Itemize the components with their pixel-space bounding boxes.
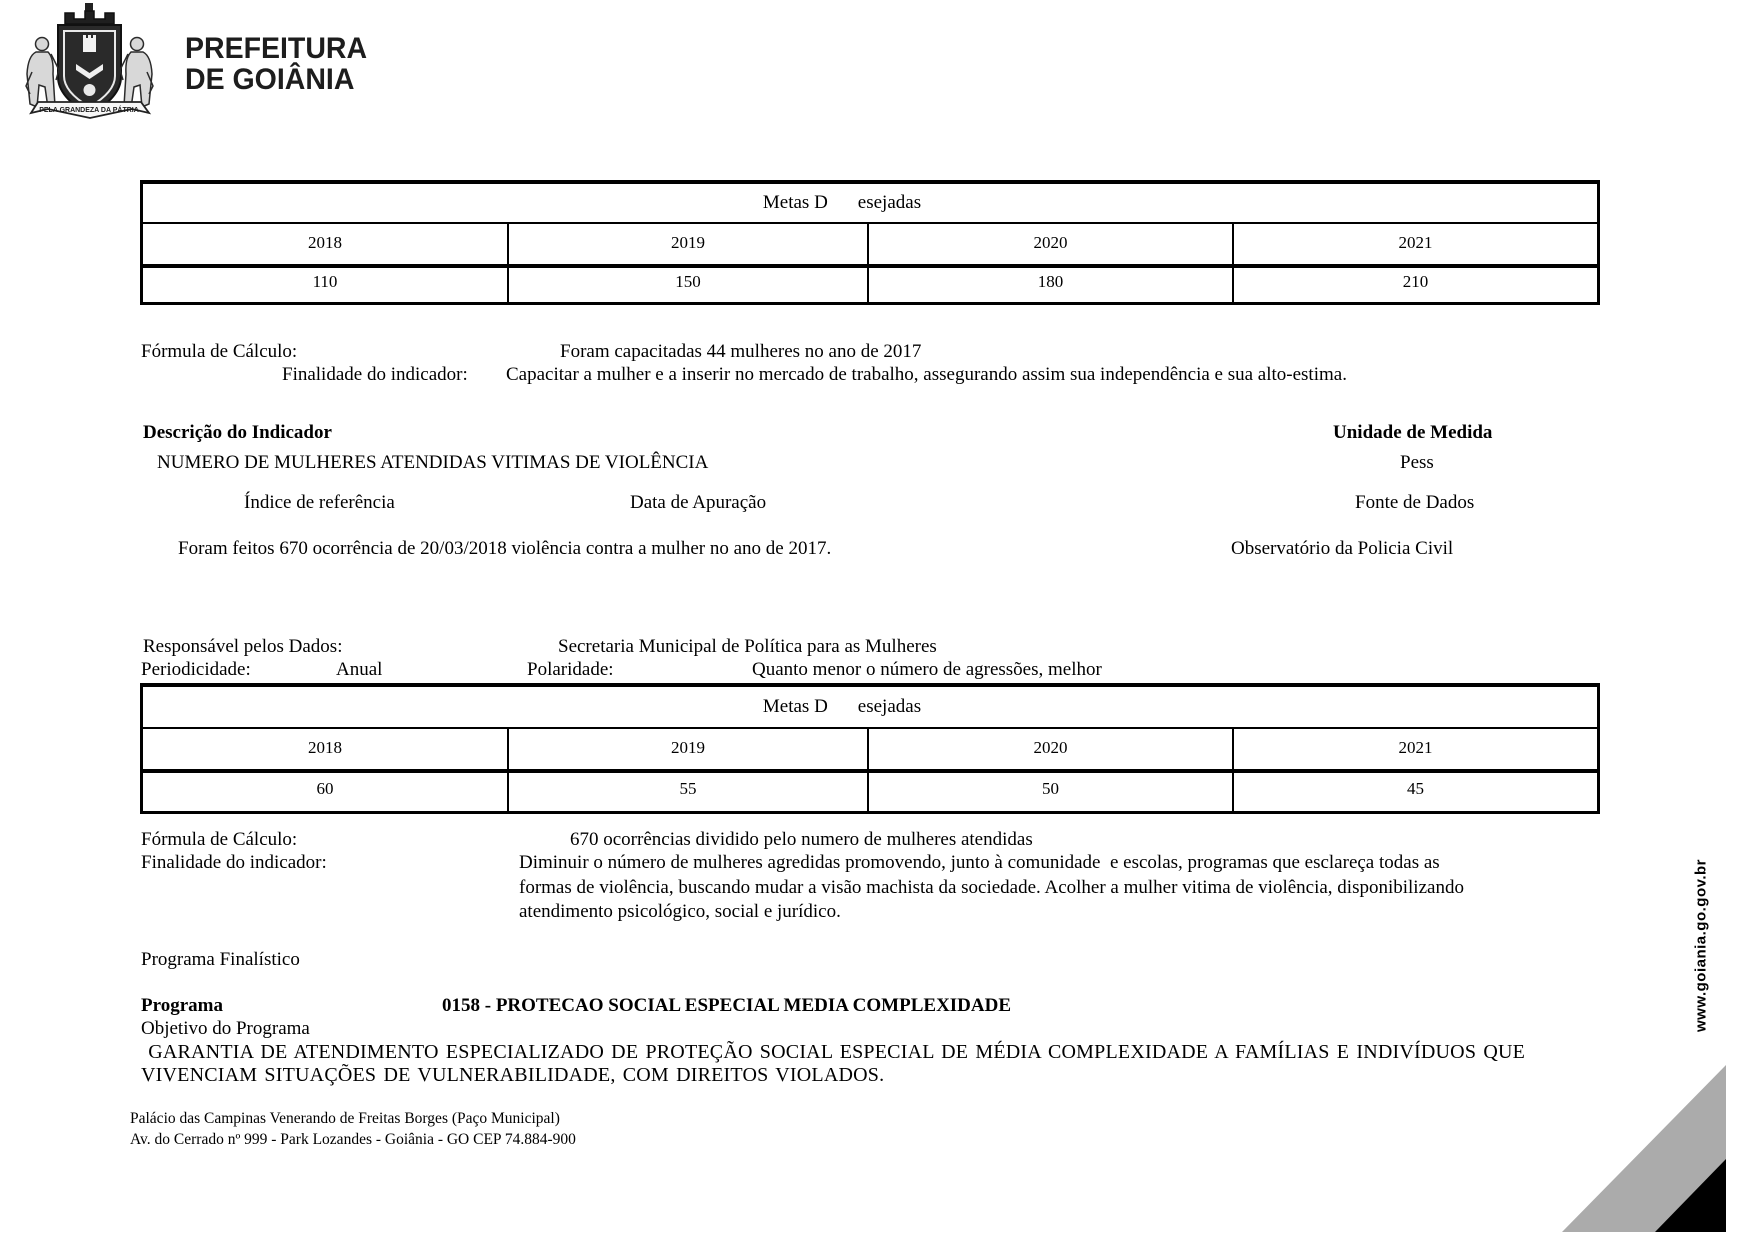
table-title-part2: esejadas <box>857 696 922 717</box>
periodicidade-label: Periodicidade: <box>141 659 251 680</box>
table-value-row <box>143 773 1597 811</box>
logo-line-2: DE GOIÂNIA <box>185 63 355 96</box>
table-value-row <box>143 268 1597 302</box>
table-title <box>763 192 921 214</box>
formula-calculo-value: 670 ocorrências dividido pelo numero de mulheres atendidas <box>570 829 1033 850</box>
responsavel-label: Responsável pelos Dados: <box>143 636 343 657</box>
year-header-cell: 2019 <box>509 224 869 264</box>
table-title-part2: esejadas <box>857 192 922 213</box>
footer-address-line2: Av. do Cerrado nº 999 - Park Lozandes - Goiânia - GO CEP 74.884-900 <box>130 1131 576 1148</box>
objetivo-programa-line: VIVENCIAM SITUAÇÕES DE VULNERABILIDADE, COM DIREITOS VIOLADOS. <box>141 1064 885 1086</box>
goal-value-cell: 110 <box>143 268 509 302</box>
website-url-vertical: www.goiania.go.gov.br <box>1692 858 1710 1032</box>
footer-address-line1: Palácio das Campinas Venerando de Freitas Borges (Paço Municipal) <box>130 1110 560 1127</box>
programa-label: Programa <box>141 995 223 1016</box>
logo-wordmark <box>185 33 367 95</box>
metas-desejadas-table-1 <box>140 180 1600 305</box>
data-apuracao-heading: Data de Apuração <box>630 492 767 513</box>
goal-value-cell: 150 <box>509 268 869 302</box>
finalidade-label: Finalidade do indicador: <box>282 364 468 385</box>
year-header-cell: 2021 <box>1398 738 1433 757</box>
table-title-row <box>143 687 1597 729</box>
goal-value-cell: 210 <box>1402 272 1429 291</box>
goal-value-cell: 60 <box>143 773 509 811</box>
formula-calculo-label: Fórmula de Cálculo: <box>141 829 298 850</box>
unidade-medida-heading: Unidade de Medida <box>1333 422 1493 443</box>
metas-desejadas-table-2 <box>140 683 1600 814</box>
fonte-dados-heading: Fonte de Dados <box>1355 492 1475 513</box>
descricao-indicador-value: NUMERO DE MULHERES ATENDIDAS VITIMAS DE VIOLÊNCIA <box>157 452 709 473</box>
table-title-part1: Metas D <box>762 192 828 213</box>
polaridade-value: Quanto menor o número de agressões, melhor <box>752 659 1102 680</box>
year-header-cell: 2019 <box>509 729 869 769</box>
indice-referencia-heading: Índice de referência <box>244 492 395 513</box>
polaridade-label: Polaridade: <box>527 659 614 680</box>
periodicidade-value: Anual <box>336 659 383 680</box>
formula-calculo-label: Fórmula de Cálculo: <box>141 341 298 362</box>
year-header-cell: 2020 <box>869 729 1234 769</box>
table-title-part1: Metas D <box>762 696 828 717</box>
unidade-medida-value: Pess <box>1400 452 1434 473</box>
svg-text:PELA GRANDEZA DA PÁTRIA: PELA GRANDEZA DA PÁTRIA <box>39 107 139 114</box>
table-title <box>763 696 921 718</box>
finalidade-value: Capacitar a mulher e a inserir no mercado de trabalho, assegurando assim sua independência e sua alto-estima. <box>506 364 1347 385</box>
formula-calculo-value: Foram capacitadas 44 mulheres no ano de 2017 <box>560 341 922 362</box>
table-year-header-row <box>143 224 1597 268</box>
finalidade-line: atendimento psicológico, social e jurídico. <box>519 901 841 922</box>
goal-value-cell: 50 <box>869 773 1234 811</box>
year-header-cell: 2018 <box>143 224 509 264</box>
year-header-cell: 2021 <box>1398 233 1433 252</box>
table-title-row <box>143 184 1597 224</box>
finalidade-label: Finalidade do indicador: <box>141 852 327 873</box>
descricao-indicador-heading: Descrição do Indicador <box>143 422 332 443</box>
objetivo-programa-line: GARANTIA DE ATENDIMENTO ESPECIALIZADO DE PROTEÇÃO SOCIAL ESPECIAL DE MÉDIA COMPLEXIDADE A FAMÍLIAS E INDIVÍDUOS QUE <box>141 1041 1526 1063</box>
goal-value-cell: 55 <box>509 773 869 811</box>
programa-value: 0158 - PROTECAO SOCIAL ESPECIAL MEDIA COMPLEXIDADE <box>442 995 1012 1016</box>
goal-value-cell: 45 <box>1407 779 1424 798</box>
logo-line-1: PREFEITURA <box>185 32 368 65</box>
year-header-cell: 2018 <box>143 729 509 769</box>
goal-value-cell: 180 <box>869 268 1234 302</box>
objetivo-programa-label: Objetivo do Programa <box>141 1018 310 1039</box>
goiania-coat-of-arms-icon <box>12 2 167 124</box>
fonte-dados-value: Observatório da Policia Civil <box>1231 538 1454 559</box>
finalidade-line: formas de violência, buscando mudar a visão machista da sociedade. Acolher a mulher vitima de violência, disponibilizando <box>519 877 1464 898</box>
table-year-header-row <box>143 729 1597 773</box>
responsavel-value: Secretaria Municipal de Política para as Mulheres <box>558 636 937 657</box>
year-header-cell: 2020 <box>869 224 1234 264</box>
programa-finalistico-heading: Programa Finalístico <box>141 949 300 970</box>
indice-referencia-value: Foram feitos 670 ocorrência de 20/03/2018 violência contra a mulher no ano de 2017. <box>178 538 832 559</box>
corner-triangle-decoration <box>1560 1063 1730 1235</box>
finalidade-line: Diminuir o número de mulheres agredidas promovendo, junto à comunidade e escolas, programas que esclareça todas as <box>519 852 1440 873</box>
